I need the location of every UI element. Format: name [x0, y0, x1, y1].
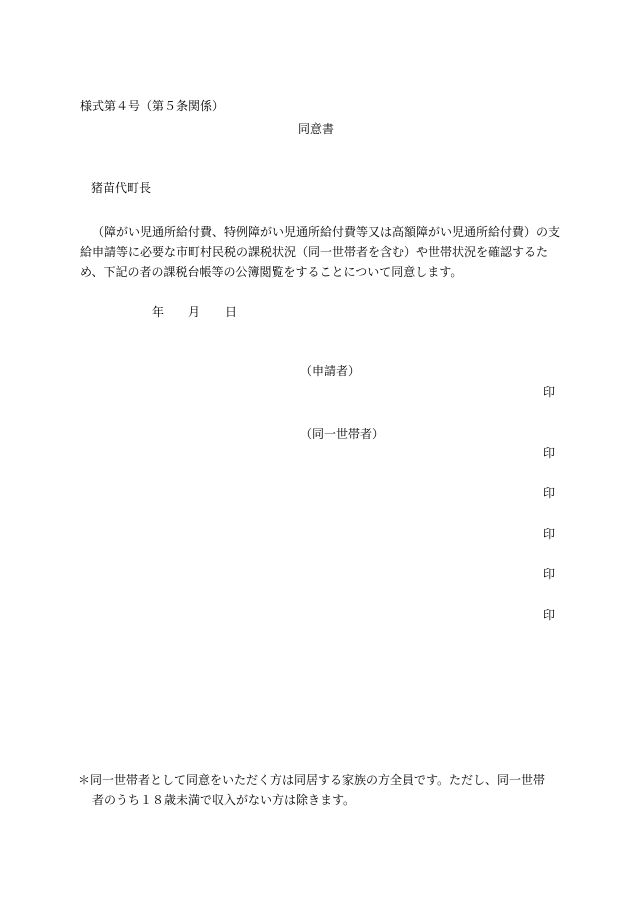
document-title: 同意書: [298, 122, 335, 136]
footnote: [78, 770, 560, 810]
date-month-label: 月: [188, 305, 201, 319]
household-seal: 印: [543, 527, 556, 541]
household-seal: 印: [543, 608, 556, 622]
footnote-line: ＊同一世帯者として同意をいただく方は同居する家族の方全員です。ただし、同一世帯: [78, 773, 546, 787]
date-year-label: 年: [152, 305, 165, 319]
date-day-label: 日: [225, 305, 238, 319]
household-member-label: （同一世帯者）: [300, 427, 385, 441]
footnote-line: 者のうち１８歳未満で収入がない方は除きます。: [92, 793, 356, 807]
applicant-seal: 印: [543, 385, 556, 399]
household-seal: 印: [543, 567, 556, 581]
applicant-label: （申請者）: [300, 364, 361, 378]
form-number: 様式第４号（第５条関係）: [80, 99, 225, 113]
consent-line: 給申請等に必要な市町村民税の課税状況（同一世帯者を含む）や世帯状況を確認するた: [80, 245, 549, 259]
household-seal: 印: [543, 446, 556, 460]
household-seal: 印: [543, 486, 556, 500]
consent-line: （障がい児通所給付費、特例障がい児通所給付費等又は高額障がい児通所給付費）の支: [92, 225, 561, 239]
consent-statement: [80, 222, 561, 282]
addressee: 猪苗代町長: [91, 181, 152, 195]
consent-line: め、下記の者の課税台帳等の公簿閲覧をすることについて同意します。: [80, 265, 463, 279]
